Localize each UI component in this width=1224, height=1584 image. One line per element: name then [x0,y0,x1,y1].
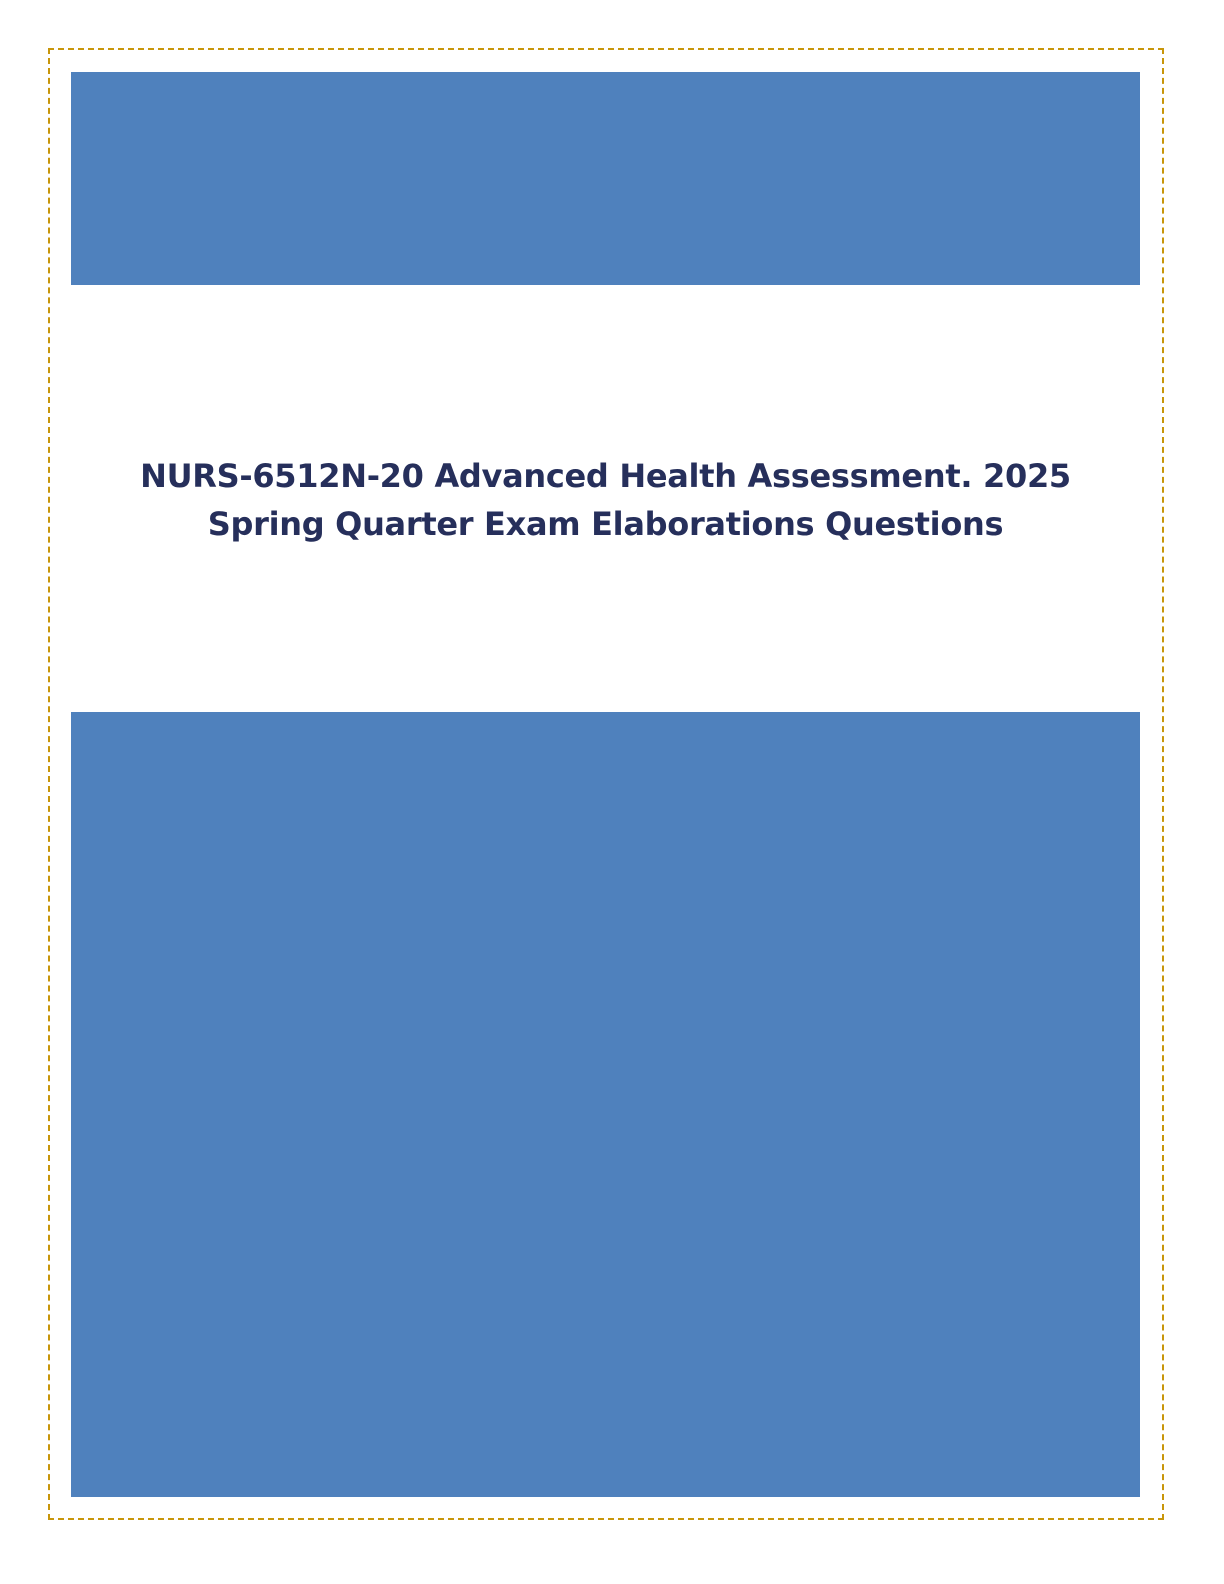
title-line-1: NURS-6512N-20 Advanced Health Assessment. 2025 [140,457,1071,495]
bottom-color-block [71,712,1140,1497]
title-line-2: Spring Quarter Exam Elaborations Questions [207,505,1004,543]
cover-title [71,452,1140,548]
top-color-block [71,72,1140,285]
